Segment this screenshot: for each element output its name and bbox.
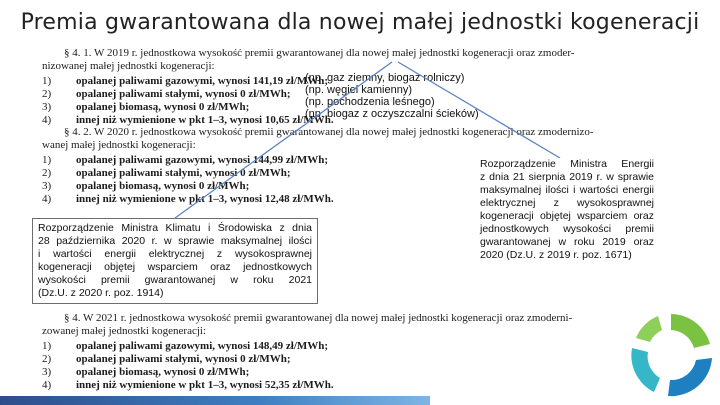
note-line: (np. węgiel kamienny) xyxy=(305,84,412,96)
callout-regulation-2019 xyxy=(480,158,654,276)
list-item: 2) opalanej paliwami stałymi, wynosi 0 zł/MWh; xyxy=(42,88,291,100)
list-item: 3) opalanej biomasą, wynosi 0 zł/MWh; xyxy=(42,180,250,192)
callout-line: wysokości premii gwarantowanej w roku 2021 xyxy=(38,274,312,286)
note-line: (np. pochodzenia leśnego) xyxy=(305,96,435,108)
list-item: 1) opalanej paliwami gazowymi, wynosi 144,99 zł/MWh; xyxy=(42,154,329,166)
callout-line: kogeneracji objętej wsparciem oraz jednostkowych xyxy=(38,261,312,273)
excerpt-heading-line: § 4. 1. W 2019 r. jednostkowa wysokość premii gwarantowanej dla nowej małej jednostki kogeneracji oraz zmoder- xyxy=(64,47,575,59)
callout-regulation-2020 xyxy=(32,218,318,304)
list-item: 2) opalanej paliwami stałymi, wynosi 0 zł/MWh; xyxy=(42,167,291,179)
callout-line: z dnia 21 sierpnia 2019 r. w sprawie xyxy=(480,171,654,183)
callout-line: i wartości energii elektrycznej z wysokosprawnej xyxy=(38,248,312,260)
callout-line: kogeneracji objętej wsparciem oraz xyxy=(480,210,654,222)
note-line: (np. biogaz z oczyszczalni ścieków) xyxy=(305,108,479,120)
list-item: 1) opalanej paliwami gazowymi, wynosi 148,49 zł/MWh; xyxy=(42,340,329,352)
list-item: 2) opalanej paliwami stałymi, wynosi 0 zł/MWh; xyxy=(42,353,291,365)
callout-line: elektrycznej z wysokosprawnej xyxy=(480,197,654,209)
list-item: 4) innej niż wymienione w pkt 1–3, wynosi 10,65 zł/MWh. xyxy=(42,114,334,126)
note-line: (np. gaz ziemny, biogaz rolniczy) xyxy=(305,72,465,84)
callout-line: maksymalnej ilości i wartości energii xyxy=(480,184,654,196)
list-item: 3) opalanej biomasą, wynosi 0 zł/MWh; xyxy=(42,366,250,378)
callout-line: gwarantowanej w roku 2019 oraz xyxy=(480,236,654,248)
excerpt-heading-line: § 4. W 2021 r. jednostkowa wysokość premii gwarantowanej dla nowej małej jednostki kogeneracji oraz zmoderni- xyxy=(64,312,573,324)
callout-line: 2020 (Dz.U. z 2019 r. poz. 1671) xyxy=(480,249,632,261)
list-item: 4) innej niż wymienione w pkt 1–3, wynosi 12,48 zł/MWh. xyxy=(42,193,334,205)
list-item: 3) opalanej biomasą, wynosi 0 zł/MWh; xyxy=(42,101,250,113)
callout-line: (Dz.U. z 2020 r. poz. 1914) xyxy=(38,287,164,299)
list-item: 1) opalanej paliwami gazowymi, wynosi 141,19 zł/MWh; xyxy=(42,75,329,87)
connector-line xyxy=(175,62,392,218)
callout-line: Rozporządzenie Ministra Energii xyxy=(480,158,654,170)
slide-title: Premia gwarantowana dla nowej małej jednostki kogeneracji xyxy=(20,10,700,35)
connector-line xyxy=(398,62,560,158)
callout-line: jednostkowych wysokości premii xyxy=(480,223,654,235)
cogeneration-logo-icon xyxy=(624,308,718,402)
callout-line: Rozporządzenie Ministra Klimatu i Środowiska z dnia xyxy=(38,222,312,234)
excerpt-heading-line: wanej małej jednostki kogeneracji: xyxy=(42,139,196,151)
callout-line: 28 października 2020 r. w sprawie maksymalnej ilości xyxy=(38,235,312,247)
footer-accent-bar xyxy=(0,396,430,405)
excerpt-heading-line: nizowanej małej jednostki kogeneracji: xyxy=(42,60,215,72)
excerpt-heading-line: zowanej małej jednostki kogeneracji: xyxy=(42,325,207,337)
list-item: 4) innej niż wymienione w pkt 1–3, wynosi 52,35 zł/MWh. xyxy=(42,379,334,391)
excerpt-heading-line: § 4. 2. W 2020 r. jednostkowa wysokość premii gwarantowanej dla nowej małej jednostki kogeneracji oraz zmodernizo- xyxy=(64,126,594,138)
